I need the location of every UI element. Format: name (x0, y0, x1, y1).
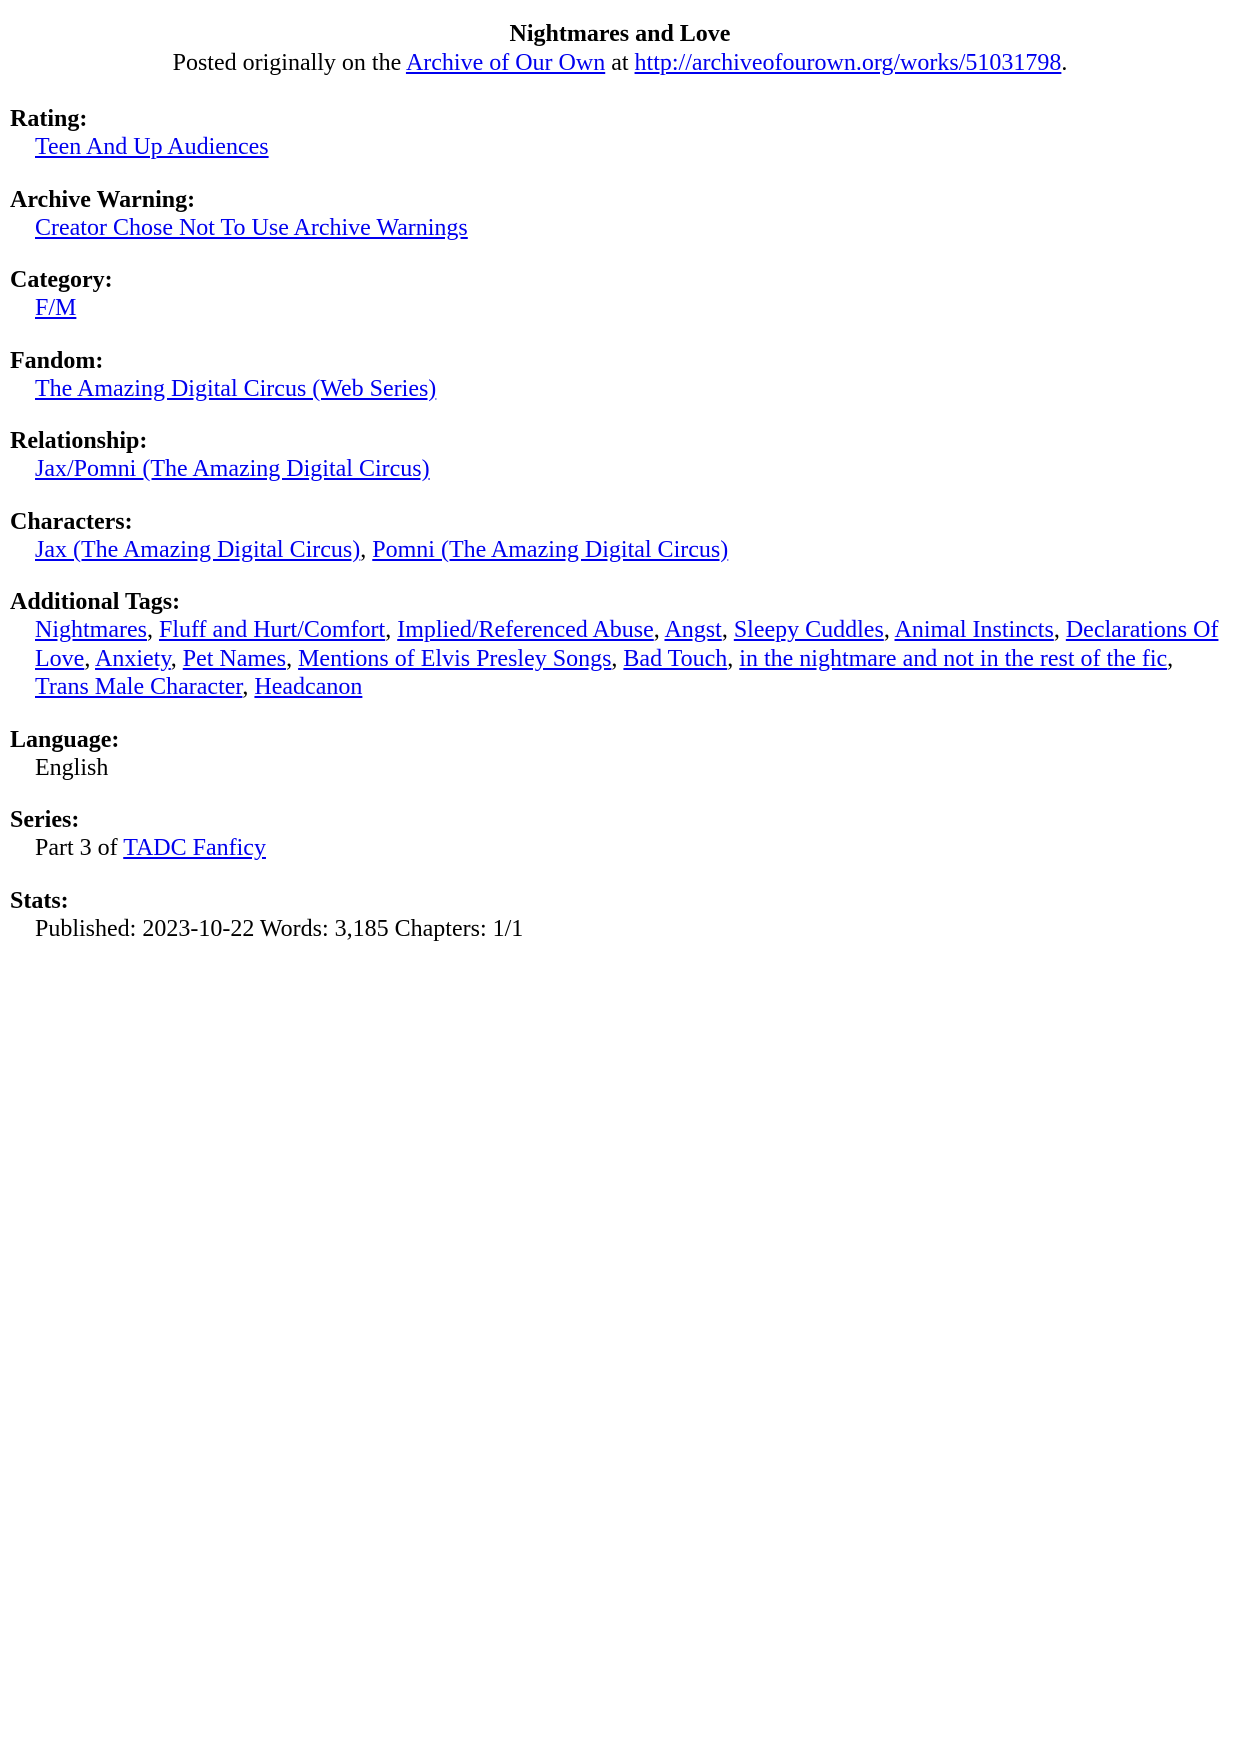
additional-tags-link[interactable]: Bad Touch (623, 645, 728, 672)
archive-warning-value (10, 214, 1230, 243)
rating-value (10, 133, 1230, 162)
characters-value: Jax (The Amazing Digital Circus), Pomni (The Amazing Digital Circus) (35, 536, 729, 563)
stats-group (10, 887, 1230, 944)
additional-tags-link[interactable]: Nightmares (35, 617, 147, 643)
archive-warning-link[interactable]: Creator Chose Not To Use Archive Warnings (35, 214, 468, 241)
additional-tags-link[interactable]: Pet Names (182, 645, 287, 672)
additional-tags-link[interactable]: Animal Instincts (894, 617, 1054, 643)
relationship-label: Relationship: (10, 428, 148, 454)
language-label: Language: (10, 726, 120, 753)
additional-tags-link[interactable]: Fluff and Hurt/Comfort (158, 617, 386, 643)
category-value (10, 294, 1230, 323)
additional-tags-link[interactable]: Implied/Referenced Abuse (397, 617, 654, 643)
additional-tags-link[interactable]: Trans Male Character (35, 674, 243, 700)
additional-tags-label: Additional Tags: (10, 589, 181, 615)
fandom-label: Fandom: (10, 347, 104, 374)
category-link[interactable]: F/M (35, 295, 77, 321)
rating-link[interactable]: Teen And Up Audiences (35, 134, 269, 160)
archive-warning-label: Archive Warning: (10, 186, 196, 213)
additional-tags-link[interactable]: Headcanon (254, 674, 363, 700)
archive-link[interactable]: Archive of Our Own (405, 50, 606, 76)
stats-value (10, 915, 1230, 944)
characters-group (10, 508, 1230, 565)
language-value (10, 754, 1230, 783)
fandom-group (10, 347, 1230, 404)
posted-middle: at (605, 50, 635, 76)
fandom-value (10, 375, 1230, 404)
stats-text: Published: 2023-10-22 Words: 3,185 Chapters: 1/1 (35, 915, 524, 942)
relationship-link[interactable]: Jax/Pomni (The Amazing Digital Circus) (35, 456, 430, 482)
stats-label: Stats: (10, 887, 69, 914)
additional-tags-value: Nightmares, Fluff and Hurt/Comfort, Implied/Referenced Abuse, Angst, Sleepy Cuddles, Animal Instincts, Declarations Of Love, Anxiety, Pet Names, Mentions of Elvis Presley Songs, Bad Touch, in the nightmare and not in the rest of the fic, Trans Male Character, Headcanon (35, 617, 1219, 700)
characters-label: Characters: (10, 508, 133, 535)
category-group (10, 266, 1230, 323)
posted-prefix: Posted originally on the (172, 50, 406, 76)
additional-tags-link[interactable]: Declarations Of Love (35, 617, 1219, 672)
language-text: English (35, 754, 109, 781)
series-value (10, 834, 1230, 863)
rating-group (10, 105, 1230, 162)
language-group (10, 726, 1230, 783)
fandom-link[interactable]: The Amazing Digital Circus (Web Series) (35, 375, 437, 402)
characters-link[interactable]: Jax (The Amazing Digital Circus) (35, 536, 361, 563)
additional-tags-link[interactable]: Sleepy Cuddles (733, 617, 884, 643)
archive-warning-group (10, 186, 1230, 243)
category-label: Category: (10, 267, 113, 293)
series-group (10, 806, 1230, 863)
characters-link[interactable]: Pomni (The Amazing Digital Circus) (372, 536, 729, 563)
series-prefix: Part 3 of (35, 835, 124, 861)
series-link[interactable]: TADC Fanficy (123, 835, 266, 861)
series-label: Series: (10, 807, 80, 833)
work-url-link[interactable]: http://archiveofourown.org/works/51031798 (634, 50, 1062, 76)
additional-tags-group (10, 588, 1230, 702)
relationship-group (10, 427, 1230, 484)
posted-suffix: . (1061, 50, 1068, 76)
posted-originally-line (10, 49, 1230, 78)
additional-tags-link[interactable]: Mentions of Elvis Presley Songs (298, 645, 612, 672)
additional-tags-link[interactable]: Angst (664, 617, 722, 643)
additional-tags-link[interactable]: Anxiety (95, 645, 171, 672)
work-metadata (10, 105, 1230, 943)
rating-label: Rating: (10, 106, 88, 132)
additional-tags-link[interactable]: in the nightmare and not in the rest of the fic (739, 645, 1168, 672)
work-title: Nightmares and Love (509, 21, 731, 47)
relationship-value (10, 455, 1230, 484)
